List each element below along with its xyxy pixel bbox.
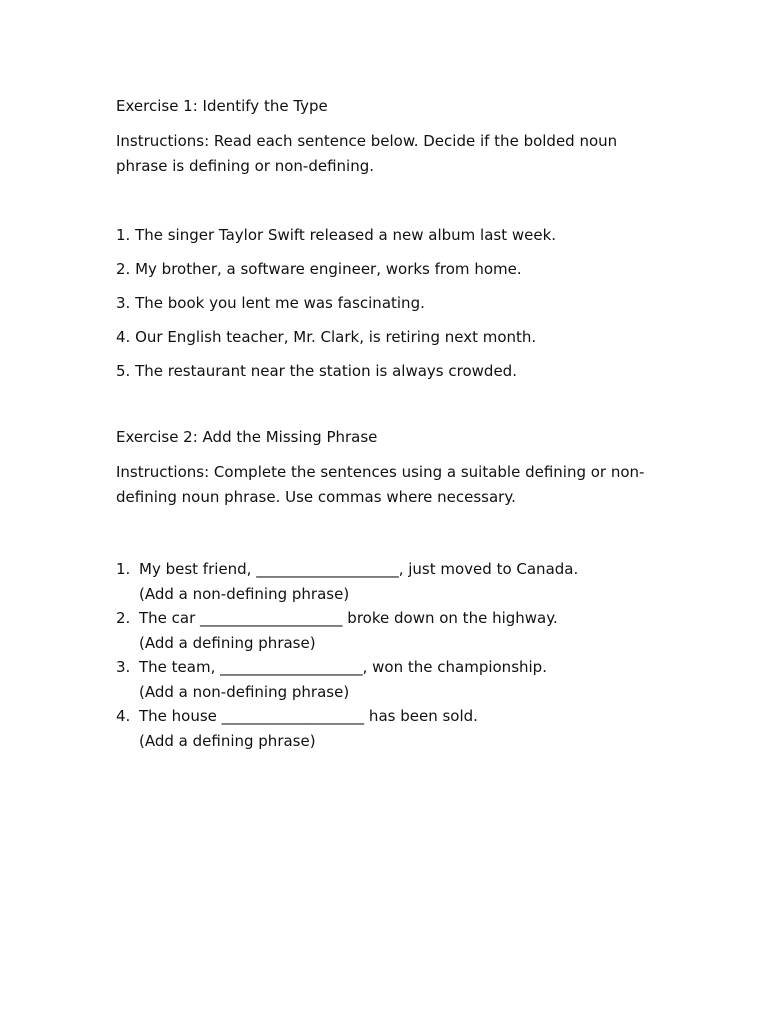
question-hint: (Add a defining phrase) [139, 731, 316, 750]
question-hint: (Add a defining phrase) [139, 633, 316, 652]
question-number: 4. [116, 707, 131, 725]
exercise-2-question [116, 606, 656, 655]
exercise-1-section [116, 95, 656, 382]
worksheet-page [116, 95, 656, 753]
exercise-2-section [116, 426, 656, 753]
exercise-1-instructions: Instructions: Read each sentence below. Decide if the bolded noun phrase is defining or non-defining. [116, 132, 618, 175]
exercise-1-sentence: 3. The book you lent me was fascinating. [116, 294, 425, 312]
question-number: 2. [116, 609, 131, 627]
exercise-1-sentence: 1. The singer Taylor Swift released a new album last week. [116, 226, 557, 244]
exercise-2-question [116, 655, 656, 704]
exercise-2-question-list [116, 557, 656, 753]
question-sentence: The team, ___________________, won the championship. [139, 658, 547, 676]
exercise-1-sentence: 4. Our English teacher, Mr. Clark, is retiring next month. [116, 328, 537, 346]
question-hint: (Add a non-defining phrase) [139, 682, 350, 701]
exercise-1-sentence: 2. My brother, a software engineer, works from home. [116, 260, 522, 278]
question-hint: (Add a non-defining phrase) [139, 584, 350, 603]
question-number: 3. [116, 658, 131, 676]
exercise-2-question [116, 704, 656, 753]
exercise-2-heading: Exercise 2: Add the Missing Phrase [116, 428, 378, 446]
exercise-1-sentence: 5. The restaurant near the station is always crowded. [116, 362, 517, 380]
exercise-1-heading: Exercise 1: Identify the Type [116, 97, 328, 115]
exercise-2-instructions: Instructions: Complete the sentences using a suitable defining or non-defining noun phrase. Use commas where necessary. [116, 463, 645, 506]
question-sentence: The car ___________________ broke down on the highway. [139, 609, 558, 627]
question-number: 1. [116, 560, 131, 578]
question-sentence: My best friend, ___________________, just moved to Canada. [139, 560, 579, 578]
question-sentence: The house ___________________ has been sold. [139, 707, 478, 725]
exercise-2-question [116, 557, 656, 606]
exercise-1-sentence-list [116, 224, 656, 382]
